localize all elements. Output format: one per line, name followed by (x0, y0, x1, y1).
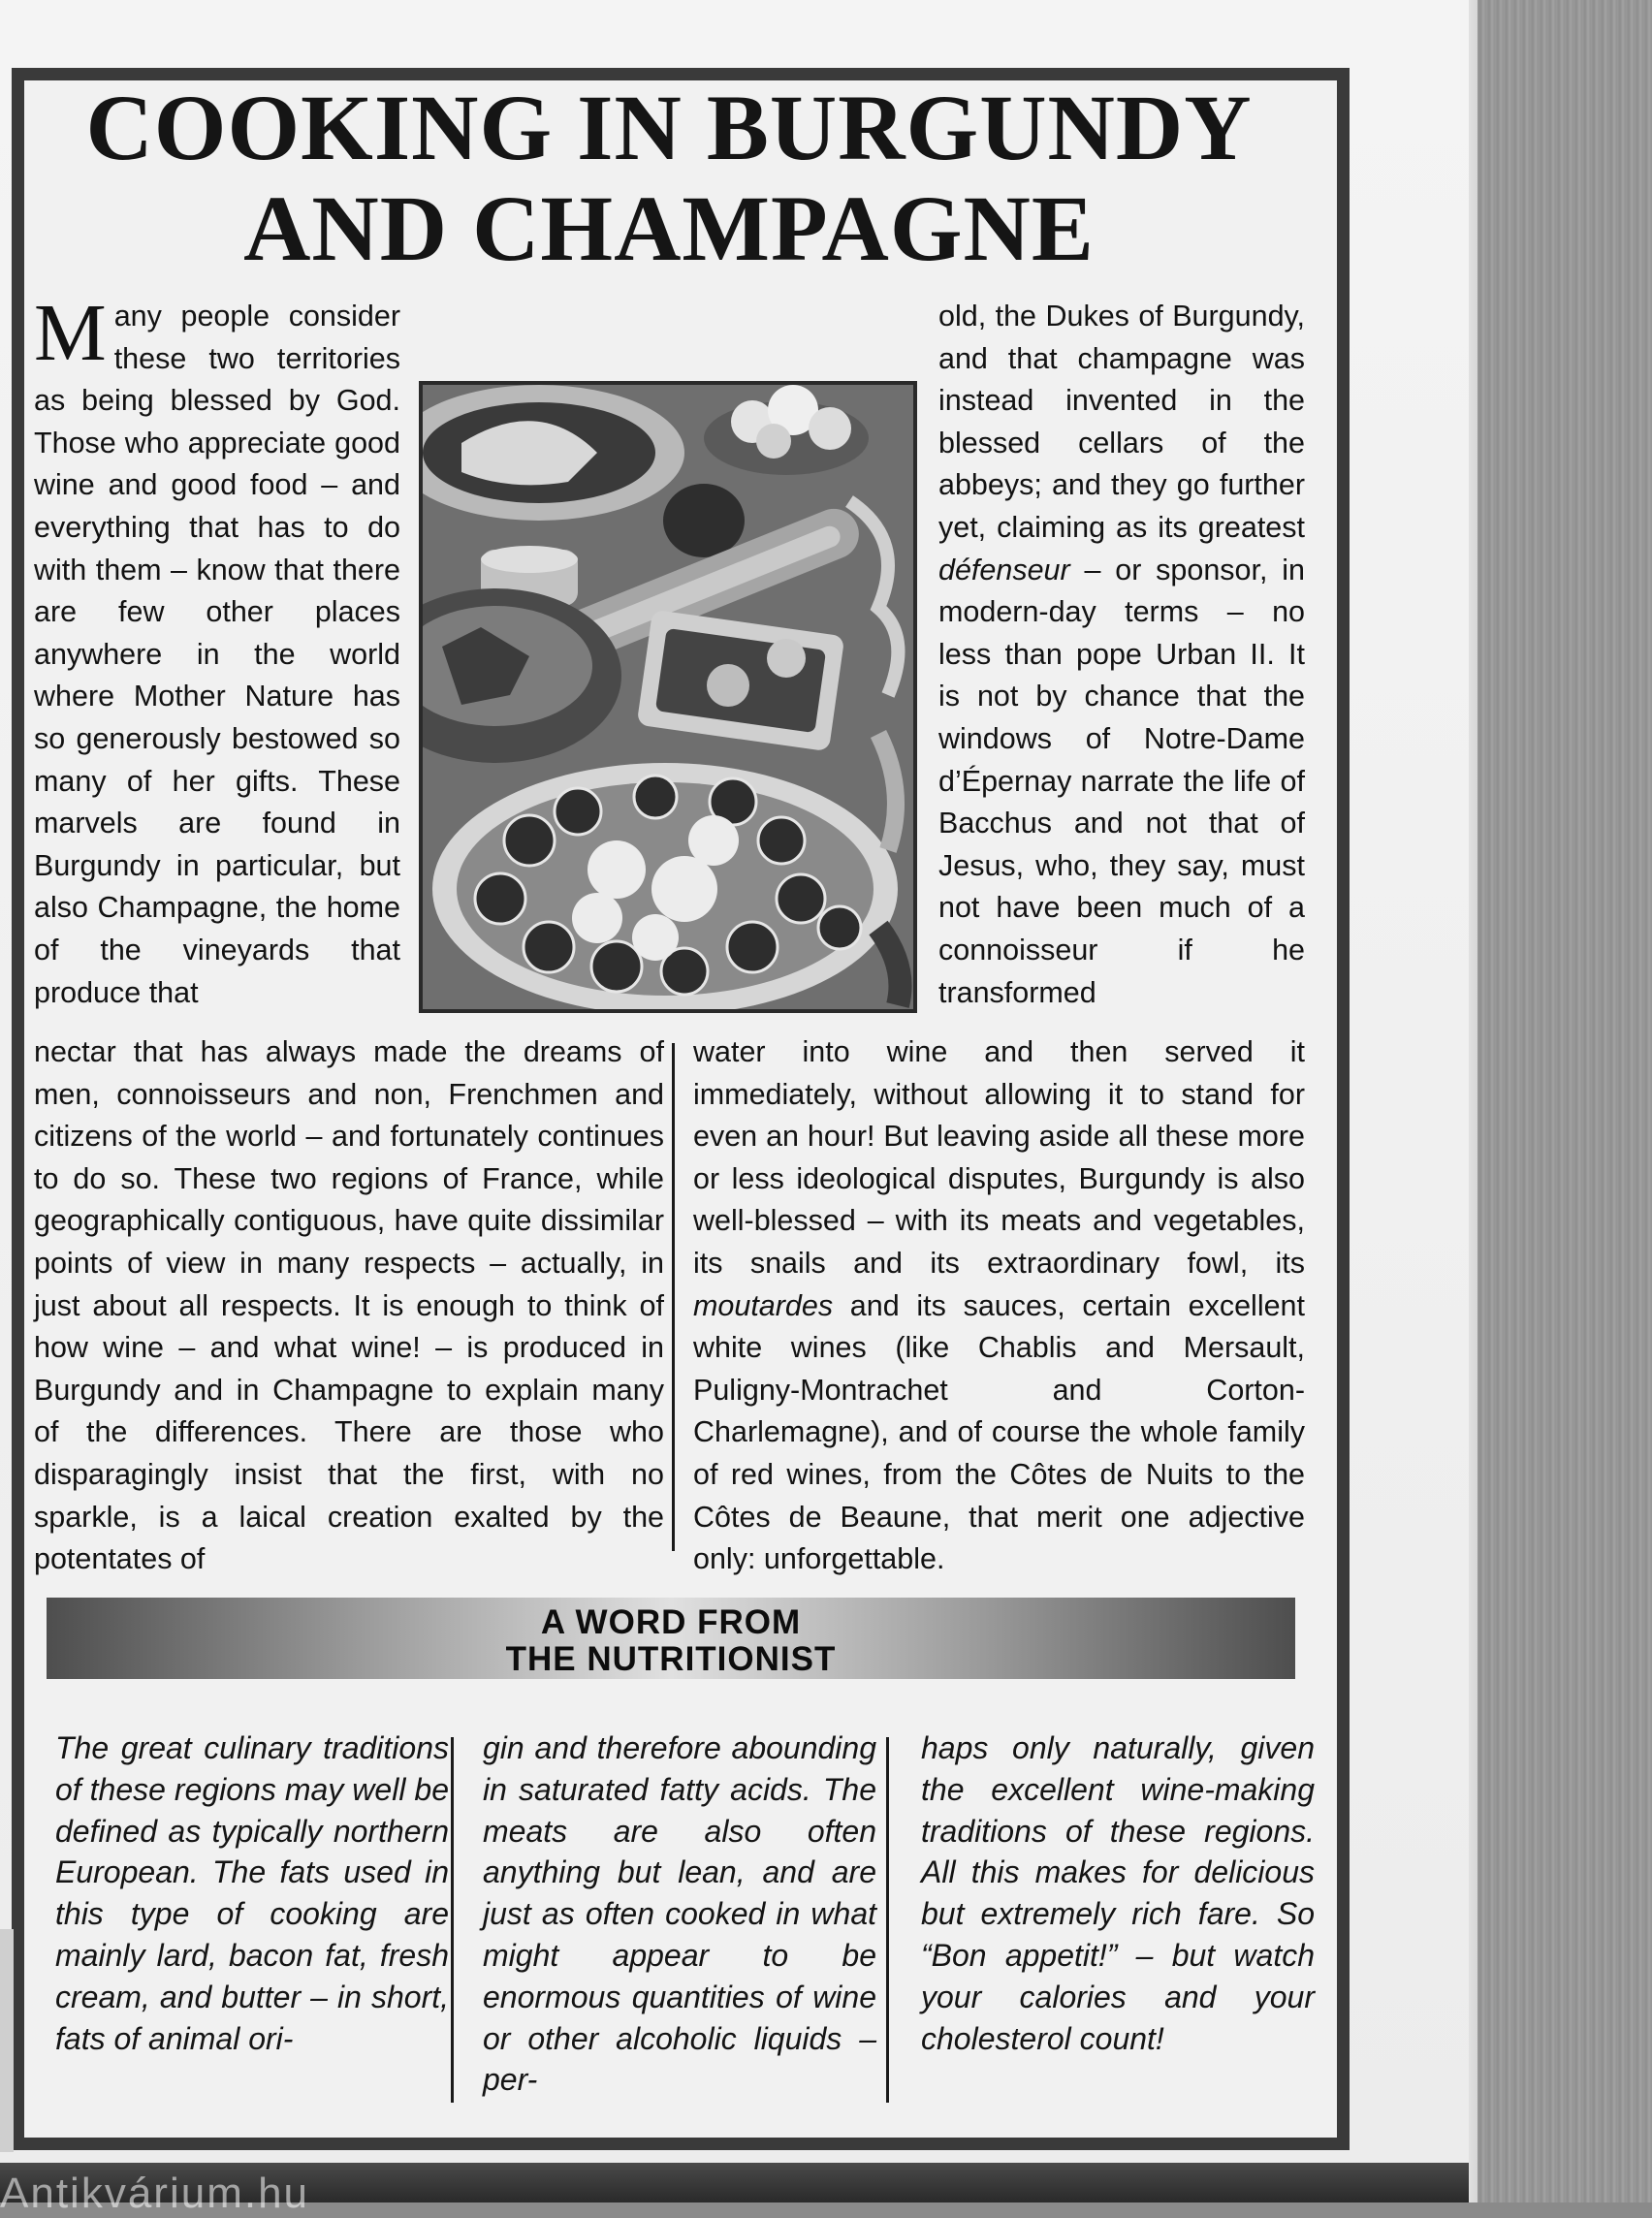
nutritionist-divider-2 (886, 1737, 889, 2103)
adjacent-page-edge (0, 1929, 14, 2152)
body-column-left: nectar that has always made the dreams of men, connoisseurs and non, Frenchmen and citizens of the world – and fortunately continues to do so. These two regions of France, while geographically contiguous, have quite dissimilar points of view in many respects – actually, in just about all respects. It is enough to think of how wine – and what wine! – is produced in Burgundy and in Champagne to explain many of the differences. There are those who disparagingly insist that the first, with no sparkle, is a laical creation exalted by the potentates of (34, 1035, 664, 1576)
italic-term-moutardes: moutardes (693, 1288, 834, 1322)
nutritionist-divider-1 (451, 1737, 454, 2103)
intro-first-line: any people consider (113, 300, 400, 333)
nutritionist-heading-line1: A WORD FROM (540, 1603, 802, 1641)
nutritionist-heading-line2: THE NUTRITIONIST (505, 1640, 837, 1678)
italic-term-defenseur: défenseur (938, 553, 1070, 586)
background-surface (1469, 0, 1652, 2202)
right-text-1: old, the Dukes of Burgundy, and that champagne was instead invented in the blessed cellars of the abbeys; and they go further yet, claiming as its greatest (938, 300, 1305, 544)
nutritionist-column-1: The great culinary traditions of these regions may well be defined as typically northern European. The fats used in this type of cooking are mainly lard, bacon fat, fresh cream, and butter – in short, fats of animal ori- (55, 1730, 449, 2056)
right-text-2: – or sponsor, in modern-day terms – no less than pope Urban II. It is not by chance that the windows of Notre-Dame d’Épernay narrate the life of Bacchus and not that of Jesus, who, they say, must not have been much of a connoisseur if he transformed (938, 553, 1305, 1009)
body-right-text-2: and its sauces, certain excellent white wines (like Chablis and Mersault, Puligny-Montrachet and Corton-Charlemagne), and of course the whole family of red wines, from the Côtes de Nuits to the Côtes de Beaune, that merit one adjective only: unforgettable. (693, 1288, 1305, 1576)
body-column-right (693, 1031, 1305, 1581)
body-right-text-1: water into wine and then served it immediately, without allowing it to stand for even an hour! But leaving aside all these more or less ideological disputes, Burgundy is also well-blessed – with its meats and vegetables, its snails and its extraordinary fowl, its (693, 1035, 1305, 1280)
nutritionist-column-2: gin and therefore abounding in saturated fatty acids. The meats are also often anything but lean, and are just as often cooked in what might appear to be enormous quantities of wine or other alcoholic liquids – per- (483, 1730, 876, 2098)
food-photo-illustration (423, 385, 913, 1009)
intro-text: these two territories as being blessed by God. Those who appreciate good wine and good food – and everything that has to do with them – know that there are few other places anywhere in the world where Mother Nature has so generously bestowed so many of her gifts. These marvels are found in Burgundy in particular, but also Champagne, the home of the vineyards that produce that (34, 341, 400, 1009)
intro-column-right (938, 296, 1305, 1014)
intro-column-left (34, 288, 400, 1014)
page-title: COOKING IN BURGUNDY AND CHAMPAGNE (85, 76, 1253, 280)
watermark-text: Antikvárium.hu (0, 2170, 310, 2217)
food-photo (419, 381, 917, 1013)
nutritionist-column-3: haps only naturally, given the excellent wine-making traditions of these regions. All this makes for delicious but extremely rich fare. So “Bon appetit!” – but watch your calories and your cholesterol count! (921, 1730, 1315, 2056)
drop-cap: M (34, 288, 107, 378)
nutritionist-heading-banner (47, 1598, 1295, 1679)
column-divider (672, 1043, 675, 1551)
